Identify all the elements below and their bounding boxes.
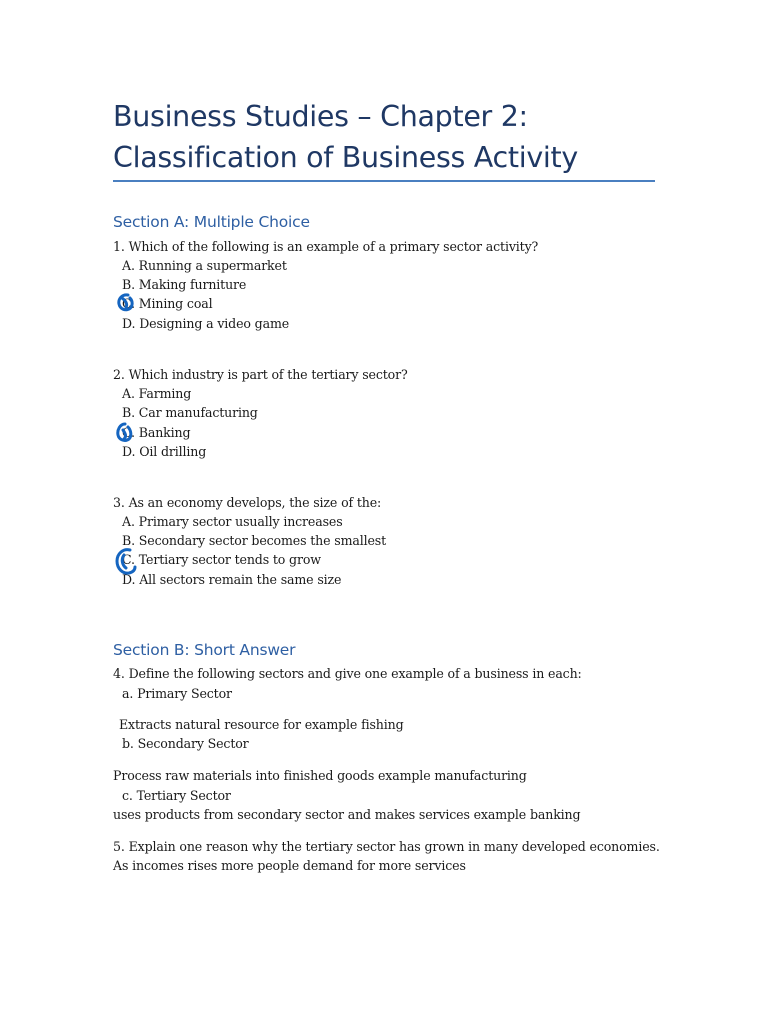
q2-option-c: C. Banking [122,425,191,440]
q1-option-d: D. Designing a video game [122,316,290,331]
q1-answer-circle-mark [116,292,136,314]
section-b-heading: Section B: Short Answer [113,641,296,659]
q4-part-b-label: b. Secondary Sector [122,736,249,751]
question-1: 1. Which of the following is an example of a primary sector activity? [113,239,539,254]
q3-option-a: A. Primary sector usually increases [122,514,343,529]
document-title [113,96,673,178]
q1-option-a: A. Running a supermarket [122,258,287,273]
q1-option-c: C. Mining coal [122,296,213,311]
q2-option-d: D. Oil drilling [122,444,207,459]
q3-option-b: B. Secondary sector becomes the smallest [122,533,387,548]
q4-part-b-answer: Process raw materials into finished goods example manufacturing [113,768,527,783]
title-line-2: Classification of Business Activity [113,141,578,174]
question-3: 3. As an economy develops, the size of the: [113,495,382,510]
q3-option-d: D. All sectors remain the same size [122,572,342,587]
title-divider [113,180,655,182]
q4-part-a-label: a. Primary Sector [122,686,232,701]
q2-option-a: A. Farming [122,386,192,401]
q2-option-b: B. Car manufacturing [122,405,258,420]
q4-part-c-label: c. Tertiary Sector [122,788,231,803]
q5-answer: As incomes rises more people demand for more services [113,858,466,873]
q4-part-c-answer: uses products from secondary sector and makes services example banking [113,807,581,822]
q1-option-b: B. Making furniture [122,277,247,292]
section-a-heading: Section A: Multiple Choice [113,213,310,231]
question-4: 4. Define the following sectors and give one example of a business in each: [113,666,582,681]
question-2: 2. Which industry is part of the tertiary sector? [113,367,408,382]
question-5: 5. Explain one reason why the tertiary sector has grown in many developed economies. [113,839,660,854]
q3-option-c: C. Tertiary sector tends to grow [122,552,321,567]
q3-answer-circle-mark [114,546,140,578]
q4-part-a-answer: Extracts natural resource for example fishing [119,717,404,732]
title-line-1: Business Studies – Chapter 2: [113,100,528,133]
q2-answer-circle-mark [115,421,135,445]
